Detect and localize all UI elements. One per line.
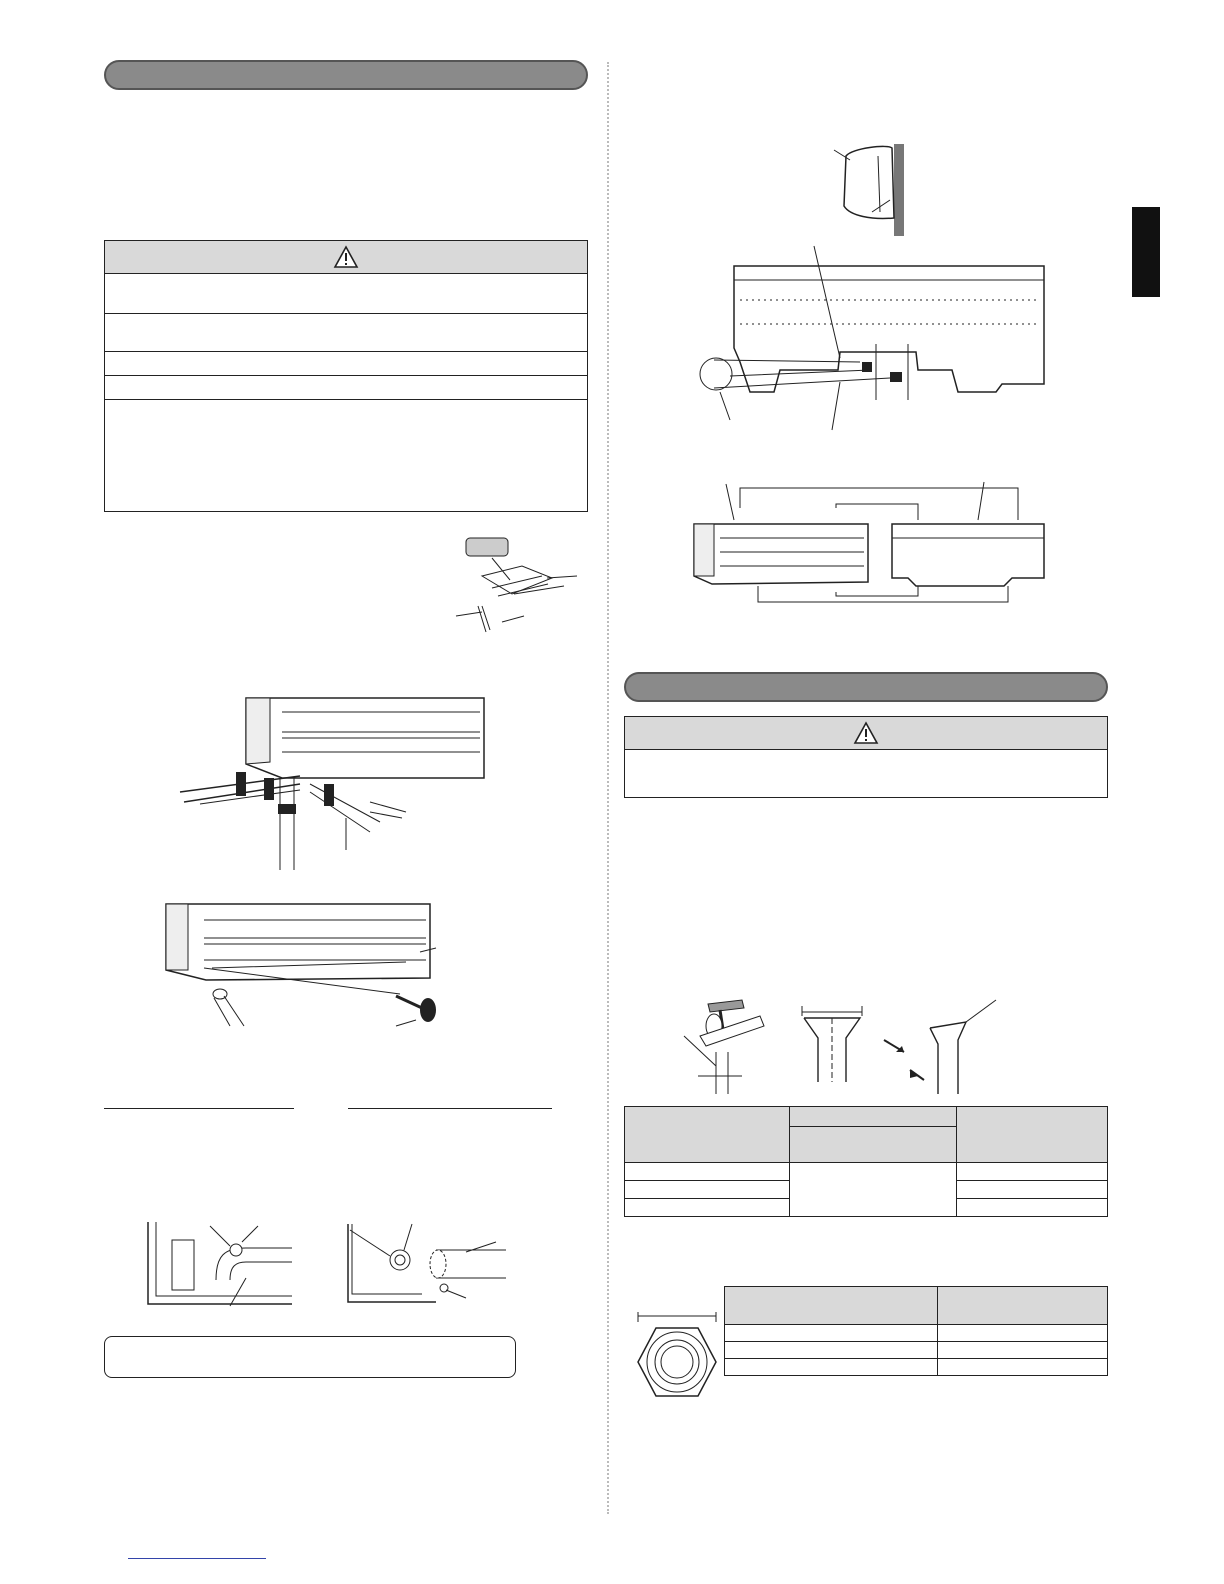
warning-row-divider	[105, 375, 587, 376]
table-cell	[790, 1163, 957, 1217]
table-header-cell	[938, 1287, 1108, 1325]
table-cell	[725, 1342, 938, 1359]
table-cell	[625, 1181, 790, 1199]
table-cell	[625, 1163, 790, 1181]
table-cell	[957, 1199, 1108, 1217]
table-cell	[957, 1181, 1108, 1199]
table-cell	[938, 1342, 1108, 1359]
drain-hose-detail-right	[346, 1222, 512, 1308]
warning-triangle-icon	[853, 721, 879, 745]
flare-dimensions-table	[624, 1106, 1108, 1217]
flaring-tool-illustration	[680, 996, 766, 1096]
column-divider	[607, 62, 609, 1514]
warning-box-left	[104, 240, 588, 512]
table-header-cell	[790, 1127, 957, 1163]
warning-triangle-icon	[333, 245, 359, 269]
warning-row-divider	[105, 351, 587, 352]
note-box	[104, 1336, 516, 1378]
warning-box-header	[625, 717, 1107, 750]
table-cell	[938, 1359, 1108, 1376]
warning-row-divider	[105, 313, 587, 314]
table-header-cell	[790, 1107, 957, 1127]
flare-nut-illustration	[636, 1310, 720, 1410]
table-cell	[725, 1359, 938, 1376]
table-cell	[725, 1325, 938, 1342]
mounting-plate-illustration	[690, 244, 1050, 434]
subsection-rule-right	[348, 1108, 552, 1109]
footer-link-underline[interactable]	[128, 1558, 266, 1559]
language-tab	[1132, 207, 1160, 297]
bracket-detail-illustration	[452, 536, 582, 636]
drain-hose-detail-left	[146, 1220, 294, 1306]
unit-plate-alignment-illustration	[692, 482, 1052, 612]
wall-unit-side-view	[832, 140, 914, 238]
indoor-unit-piping-illustration	[170, 692, 490, 872]
warning-box-right	[624, 716, 1108, 798]
table-cell	[938, 1325, 1108, 1342]
table-header-cell	[725, 1287, 938, 1325]
warning-box-header	[105, 241, 587, 274]
subsection-rule-left	[104, 1108, 294, 1109]
table-header-cell	[957, 1107, 1108, 1163]
flare-angle-diagram	[880, 1000, 1010, 1096]
section-header-bar-right	[624, 672, 1108, 702]
table-cell	[957, 1163, 1108, 1181]
indoor-unit-underside-illustration	[160, 898, 450, 1038]
table-cell	[625, 1199, 790, 1217]
table-header-cell	[625, 1107, 790, 1163]
section-header-bar-left	[104, 60, 588, 90]
nut-dimensions-table	[724, 1286, 1108, 1376]
flare-dimension-diagram	[800, 1004, 866, 1084]
warning-row-divider	[105, 399, 587, 400]
